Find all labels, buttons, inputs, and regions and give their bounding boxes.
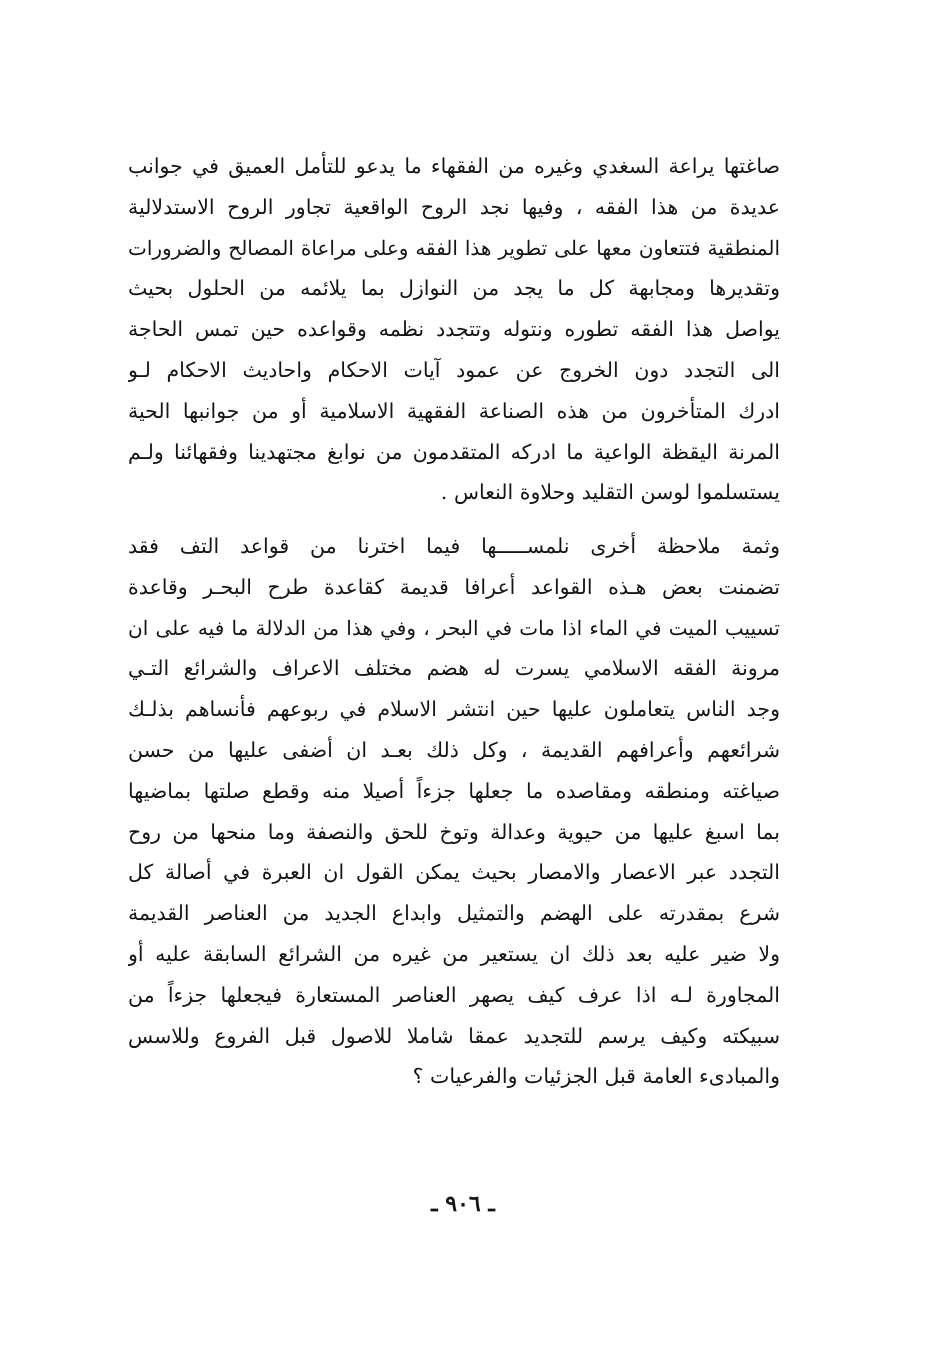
paragraph-1 [128, 146, 780, 513]
text-line: التجدد عبر الاعصار والامصار بحيث يمكن القول ان العبرة في أصالة كل [128, 860, 780, 885]
text-line: وثمة ملاحظة أخرى نلمســـــها فيما اخترنا من قواعد التف فقد [128, 534, 780, 558]
text-line: ولا ضير عليه بعد ذلك ان يستعير من غيره من الشرائع السابقة عليه أو [128, 941, 780, 966]
text-line: مرونة الفقه الاسلامي يسرت له هضم مختلف الاعراف والشرائع التـي [128, 656, 780, 681]
text-line: ادرك المتأخرون من هذه الصناعة الفقهية الاسلامية أو من جوانبها الحية [128, 398, 780, 423]
paragraph-2 [128, 526, 780, 1097]
text-line: شرائعهم وأعرافهم القديمة ، وكل ذلك بعـد ان أضفى عليها من حسن [128, 737, 780, 762]
text-line: بما اسبغ عليها من حيوية وعدالة وتوخ للحق والنصفة وما منحها من روح [128, 819, 780, 844]
text-line: والمبادىء العامة قبل الجزئيات والفرعيات ؟ [412, 1064, 780, 1089]
text-line: سبيكته وكيف يرسم للتجديد عمقا شاملا للاصول قبل الفروع وللاسس [128, 1023, 780, 1048]
text-line: تسييب الميت في الماء اذا مات في البحر ، وفي هذا من الدلالة ما فيه على ان [128, 615, 780, 640]
text-line: المجاورة لـه اذا عرف كيف يصهر العناصر المستعارة فيجعلها جزءاً من [128, 982, 780, 1007]
text-line: تضمنت بعض هـذه القواعد أعرافا قديمة كقاعدة طرح البحـر وقاعدة [128, 574, 780, 599]
text-line: وجد الناس يتعاملون عليها حين انتشر الاسلام في ربوعهم فأنساهم بذلـك [128, 697, 780, 722]
text-line: يستسلموا لوسن التقليد وحلاوة النعاس . [440, 480, 780, 505]
page-number: ـ ٩٠٦ ـ [431, 1191, 495, 1217]
text-line: المرنة اليقظة الواعية ما ادركه المتقدمون من نوابغ مجتهدينا وفقهائنا ولـم [128, 439, 780, 464]
text-line: يواصل هذا الفقه تطوره ونتوله وتتجدد نظمه وقواعده حين تمس الحاجة [128, 317, 780, 342]
text-line: صاغتها يراعة السغدي وغيره من الفقهاء ما يدعو للتأمل العميق في جوانب [128, 154, 780, 178]
text-line: شرع بمقدرته على الهضم والتمثيل وابداع الجديد من العناصر القديمة [128, 901, 780, 926]
text-line: عديدة من هذا الفقه ، وفيها نجد الروح الواقعية تجاور الروح الاستدلالية [128, 194, 780, 219]
text-line: الى التجدد دون الخروج عن عمود آيات الاحكام واحاديث الاحكام لـو [128, 357, 780, 382]
text-line: وتقديرها ومجابهة كل ما يجد من النوازل بما يلائمه من الحلول بحيث [128, 276, 780, 301]
text-line: صياغته ومنطقه ومقاصده ما جعلها جزءاً أصيلا منه وقطع صلتها بماضيها [128, 778, 780, 803]
text-line: المنطقية فتتعاون معها على تطوير هذا الفقه وعلى مراعاة المصالح والضرورات [128, 235, 780, 260]
